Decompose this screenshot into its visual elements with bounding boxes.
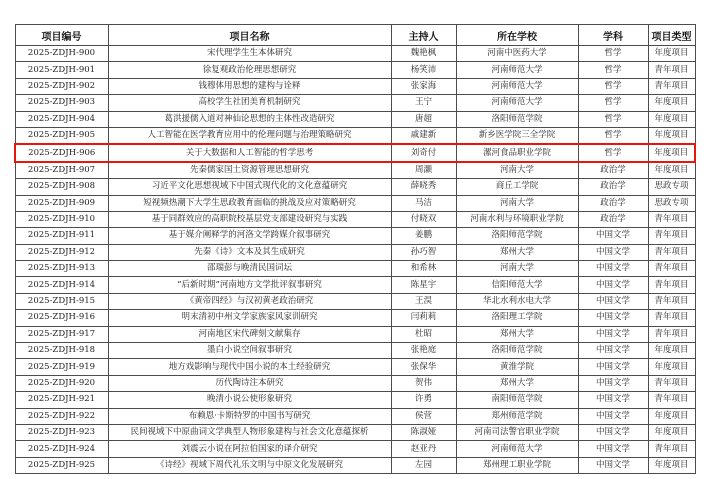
cell-project-type: 青年项目 bbox=[648, 261, 695, 277]
cell-project-type: 青年项目 bbox=[648, 326, 695, 342]
cell-project-id: 2025-ZDJH-903 bbox=[15, 95, 108, 111]
table-row bbox=[15, 277, 695, 293]
cell-project-type: 青年项目 bbox=[648, 310, 695, 326]
cell-project-type: 青年项目 bbox=[648, 211, 695, 227]
cell-project-type: 年度项目 bbox=[648, 457, 695, 473]
cell-leader: 张艳庭 bbox=[391, 343, 456, 359]
cell-project-name: 晚清小说公使形象研究 bbox=[108, 392, 391, 408]
col-header-project-name: 项目名称 bbox=[108, 25, 391, 46]
cell-subject: 中国文学 bbox=[578, 244, 648, 260]
cell-project-type: 青年项目 bbox=[648, 277, 695, 293]
cell-project-name: 明末清初中州文学家族家风家训研究 bbox=[108, 310, 391, 326]
cell-project-id: 2025-ZDJH-924 bbox=[15, 441, 108, 457]
cell-subject: 中国文学 bbox=[578, 228, 648, 244]
table-row bbox=[15, 179, 695, 195]
cell-project-type: 思政专项 bbox=[648, 195, 695, 211]
cell-subject: 中国文学 bbox=[578, 310, 648, 326]
cell-project-type: 年度项目 bbox=[648, 424, 695, 440]
cell-project-type: 思政专项 bbox=[648, 179, 695, 195]
cell-school: 河南大学 bbox=[456, 195, 578, 211]
cell-subject: 中国文学 bbox=[578, 424, 648, 440]
cell-project-name: “后新时期”河南地方文学批评叙事研究 bbox=[108, 277, 391, 293]
cell-subject: 哲学 bbox=[578, 62, 648, 78]
cell-project-name: 关于大数据和人工智能的哲学思考 bbox=[108, 144, 391, 161]
cell-project-name: 先秦《诗》文本及其生成研究 bbox=[108, 244, 391, 260]
cell-subject: 哲学 bbox=[578, 78, 648, 94]
cell-leader: 闫莉莉 bbox=[391, 310, 456, 326]
cell-project-name: 人工智能在医学教育应用中的伦理问题与治理策略研究 bbox=[108, 127, 391, 144]
cell-school: 郑州师范学院 bbox=[456, 408, 578, 424]
cell-project-id: 2025-ZDJH-902 bbox=[15, 78, 108, 94]
cell-subject: 哲学 bbox=[578, 144, 648, 161]
cell-leader: 张保华 bbox=[391, 359, 456, 375]
cell-school: 河南大学 bbox=[456, 162, 578, 179]
table-row bbox=[15, 424, 695, 440]
cell-project-name: 历代陶诗注本研究 bbox=[108, 375, 391, 391]
table-row bbox=[15, 392, 695, 408]
cell-project-id: 2025-ZDJH-923 bbox=[15, 424, 108, 440]
cell-leader: 刘奇付 bbox=[391, 144, 456, 161]
cell-subject: 中国文学 bbox=[578, 359, 648, 375]
cell-leader: 杨笑沛 bbox=[391, 62, 456, 78]
cell-school: 洛阳师范学院 bbox=[456, 228, 578, 244]
table-row bbox=[15, 244, 695, 260]
cell-project-id: 2025-ZDJH-925 bbox=[15, 457, 108, 473]
table-row bbox=[15, 293, 695, 309]
cell-project-name: 地方戏影响与现代中国小说的本土经验研究 bbox=[108, 359, 391, 375]
table-row bbox=[15, 408, 695, 424]
cell-leader: 贺伟 bbox=[391, 375, 456, 391]
cell-project-name: 钱穆体用思想的建构与诠释 bbox=[108, 78, 391, 94]
projects-table bbox=[14, 24, 696, 474]
cell-school: 华北水利水电大学 bbox=[456, 293, 578, 309]
table-row bbox=[15, 111, 695, 127]
cell-project-name: 《黄帝四经》与汉初黄老政治研究 bbox=[108, 293, 391, 309]
cell-project-id: 2025-ZDJH-901 bbox=[15, 62, 108, 78]
cell-leader: 唐超 bbox=[391, 111, 456, 127]
cell-leader: 马洁 bbox=[391, 195, 456, 211]
cell-subject: 哲学 bbox=[578, 46, 648, 62]
cell-project-id: 2025-ZDJH-920 bbox=[15, 375, 108, 391]
table-row bbox=[15, 441, 695, 457]
cell-school: 漯河食品职业学院 bbox=[456, 144, 578, 161]
table-row bbox=[15, 78, 695, 94]
cell-project-id: 2025-ZDJH-916 bbox=[15, 310, 108, 326]
cell-school: 郑州大学 bbox=[456, 375, 578, 391]
cell-project-name: 布赖恩·卡斯特罗的中国书写研究 bbox=[108, 408, 391, 424]
col-header-school: 所在学校 bbox=[456, 25, 578, 46]
table-row bbox=[15, 343, 695, 359]
cell-project-id: 2025-ZDJH-906 bbox=[15, 144, 108, 161]
cell-project-type: 青年项目 bbox=[648, 375, 695, 391]
table-row bbox=[15, 62, 695, 78]
header-row bbox=[15, 25, 695, 46]
col-header-project-id: 项目编号 bbox=[15, 25, 108, 46]
cell-project-id: 2025-ZDJH-912 bbox=[15, 244, 108, 260]
cell-project-id: 2025-ZDJH-914 bbox=[15, 277, 108, 293]
cell-project-name: 邵瑞彭与晚清民国词坛 bbox=[108, 261, 391, 277]
cell-project-id: 2025-ZDJH-922 bbox=[15, 408, 108, 424]
cell-project-id: 2025-ZDJH-913 bbox=[15, 261, 108, 277]
cell-project-type: 年度项目 bbox=[648, 359, 695, 375]
cell-subject: 中国文学 bbox=[578, 277, 648, 293]
cell-subject: 哲学 bbox=[578, 127, 648, 144]
cell-project-id: 2025-ZDJH-905 bbox=[15, 127, 108, 144]
cell-school: 河南司法警官职业学院 bbox=[456, 424, 578, 440]
table-body bbox=[15, 46, 695, 474]
cell-school: 河南师范大学 bbox=[456, 95, 578, 111]
cell-school: 郑州大学 bbox=[456, 244, 578, 260]
cell-project-type: 青年项目 bbox=[648, 228, 695, 244]
cell-project-name: 习近平文化思想视域下中国式现代化的文化意蕴研究 bbox=[108, 179, 391, 195]
table-row bbox=[15, 261, 695, 277]
cell-project-type: 年度项目 bbox=[648, 111, 695, 127]
cell-school: 河南师范大学 bbox=[456, 62, 578, 78]
table-row bbox=[15, 228, 695, 244]
cell-school: 商丘工学院 bbox=[456, 179, 578, 195]
cell-subject: 中国文学 bbox=[578, 326, 648, 342]
cell-project-type: 青年项目 bbox=[648, 392, 695, 408]
cell-leader: 薛晓秀 bbox=[391, 179, 456, 195]
cell-project-id: 2025-ZDJH-907 bbox=[15, 162, 108, 179]
cell-project-type: 青年项目 bbox=[648, 62, 695, 78]
cell-leader: 侯营 bbox=[391, 408, 456, 424]
cell-leader: 赵亚丹 bbox=[391, 441, 456, 457]
table-row bbox=[15, 127, 695, 144]
cell-school: 河南中医药大学 bbox=[456, 46, 578, 62]
table-row bbox=[15, 359, 695, 375]
cell-subject: 哲学 bbox=[578, 95, 648, 111]
cell-project-name: 宋代理学生生本体研究 bbox=[108, 46, 391, 62]
cell-project-type: 年度项目 bbox=[648, 46, 695, 62]
cell-subject: 政治学 bbox=[578, 195, 648, 211]
cell-leader: 戚建新 bbox=[391, 127, 456, 144]
table-row-highlighted bbox=[15, 144, 695, 161]
cell-leader: 许勇 bbox=[391, 392, 456, 408]
cell-subject: 中国文学 bbox=[578, 441, 648, 457]
table-row bbox=[15, 162, 695, 179]
table-row bbox=[15, 95, 695, 111]
cell-project-name: 河南地区宋代碑刻文献集存 bbox=[108, 326, 391, 342]
cell-subject: 中国文学 bbox=[578, 343, 648, 359]
cell-subject: 中国文学 bbox=[578, 392, 648, 408]
cell-project-id: 2025-ZDJH-911 bbox=[15, 228, 108, 244]
cell-subject: 政治学 bbox=[578, 211, 648, 227]
cell-project-type: 年度项目 bbox=[648, 162, 695, 179]
cell-leader: 陈星宇 bbox=[391, 277, 456, 293]
cell-project-id: 2025-ZDJH-908 bbox=[15, 179, 108, 195]
cell-subject: 哲学 bbox=[578, 111, 648, 127]
cell-school: 南阳师范学院 bbox=[456, 392, 578, 408]
cell-subject: 政治学 bbox=[578, 179, 648, 195]
cell-project-id: 2025-ZDJH-917 bbox=[15, 326, 108, 342]
cell-project-id: 2025-ZDJH-910 bbox=[15, 211, 108, 227]
cell-school: 新乡医学院三全学院 bbox=[456, 127, 578, 144]
cell-project-type: 年度项目 bbox=[648, 95, 695, 111]
cell-project-id: 2025-ZDJH-918 bbox=[15, 343, 108, 359]
cell-school: 洛阳师范学院 bbox=[456, 111, 578, 127]
cell-project-name: 短视频热潮下大学生思政教育面临的挑战及应对策略研究 bbox=[108, 195, 391, 211]
cell-project-type: 青年项目 bbox=[648, 441, 695, 457]
col-header-leader: 主持人 bbox=[391, 25, 456, 46]
cell-project-name: 墨白小说空间叙事研究 bbox=[108, 343, 391, 359]
cell-project-type: 年度项目 bbox=[648, 127, 695, 144]
cell-project-name: 高校学生社团美育机制研究 bbox=[108, 95, 391, 111]
cell-project-type: 青年项目 bbox=[648, 244, 695, 260]
cell-school: 河南师范大学 bbox=[456, 78, 578, 94]
cell-school: 洛阳师范学院 bbox=[456, 343, 578, 359]
cell-project-name: 刘震云小说在阿拉伯国家的译介研究 bbox=[108, 441, 391, 457]
cell-project-type: 年度项目 bbox=[648, 408, 695, 424]
cell-project-type: 青年项目 bbox=[648, 78, 695, 94]
cell-subject: 中国文学 bbox=[578, 261, 648, 277]
table-row bbox=[15, 326, 695, 342]
cell-leader: 杜昭 bbox=[391, 326, 456, 342]
cell-leader: 魏艳枫 bbox=[391, 46, 456, 62]
cell-project-name: 基于同群效应的高职院校基层党支部建设研究与实践 bbox=[108, 211, 391, 227]
cell-leader: 孙巧智 bbox=[391, 244, 456, 260]
cell-project-id: 2025-ZDJH-904 bbox=[15, 111, 108, 127]
cell-leader: 和希林 bbox=[391, 261, 456, 277]
cell-project-type: 年度项目 bbox=[648, 144, 695, 161]
cell-leader: 付晓双 bbox=[391, 211, 456, 227]
cell-leader: 王淏 bbox=[391, 293, 456, 309]
cell-project-type: 年度项目 bbox=[648, 343, 695, 359]
cell-project-name: 先秦儒家国土资源管理思想研究 bbox=[108, 162, 391, 179]
col-header-project-type: 项目类型 bbox=[648, 25, 695, 46]
table-row bbox=[15, 310, 695, 326]
cell-project-id: 2025-ZDJH-915 bbox=[15, 293, 108, 309]
cell-leader: 王宁 bbox=[391, 95, 456, 111]
cell-project-type: 青年项目 bbox=[648, 293, 695, 309]
cell-leader: 周灏 bbox=[391, 162, 456, 179]
cell-leader: 姜鹏 bbox=[391, 228, 456, 244]
cell-school: 洛阳理工学院 bbox=[456, 310, 578, 326]
cell-subject: 中国文学 bbox=[578, 375, 648, 391]
cell-project-name: 民间视域下中原曲词文学典型人物形象建构与社会文化意蕴探析 bbox=[108, 424, 391, 440]
cell-leader: 左园 bbox=[391, 457, 456, 473]
table-header bbox=[15, 25, 695, 46]
cell-project-name: 葛洪援儒入道对神仙论思想的主体性改造研究 bbox=[108, 111, 391, 127]
table-row bbox=[15, 46, 695, 62]
table-row bbox=[15, 195, 695, 211]
table-row bbox=[15, 375, 695, 391]
cell-school: 信阳师范大学 bbox=[456, 277, 578, 293]
cell-subject: 中国文学 bbox=[578, 408, 648, 424]
cell-school: 郑州理工职业学院 bbox=[456, 457, 578, 473]
cell-project-id: 2025-ZDJH-921 bbox=[15, 392, 108, 408]
table-row bbox=[15, 457, 695, 473]
cell-leader: 陈淑娅 bbox=[391, 424, 456, 440]
cell-project-name: 《诗经》视域下周代礼乐文明与中原文化发展研究 bbox=[108, 457, 391, 473]
cell-subject: 政治学 bbox=[578, 162, 648, 179]
cell-subject: 中国文学 bbox=[578, 457, 648, 473]
table-row bbox=[15, 211, 695, 227]
cell-school: 河南大学 bbox=[456, 261, 578, 277]
cell-project-name: 基于媒介阐释学的河洛文学跨媒介叙事研究 bbox=[108, 228, 391, 244]
cell-subject: 中国文学 bbox=[578, 293, 648, 309]
cell-project-id: 2025-ZDJH-900 bbox=[15, 46, 108, 62]
cell-project-id: 2025-ZDJH-919 bbox=[15, 359, 108, 375]
cell-school: 河南师范大学 bbox=[456, 441, 578, 457]
cell-leader: 张家海 bbox=[391, 78, 456, 94]
cell-project-name: 徐复观政治伦理思想研究 bbox=[108, 62, 391, 78]
cell-school: 黄淮学院 bbox=[456, 359, 578, 375]
cell-school: 河南水利与环境职业学院 bbox=[456, 211, 578, 227]
cell-project-id: 2025-ZDJH-909 bbox=[15, 195, 108, 211]
col-header-subject: 学科 bbox=[578, 25, 648, 46]
cell-school: 郑州大学 bbox=[456, 326, 578, 342]
